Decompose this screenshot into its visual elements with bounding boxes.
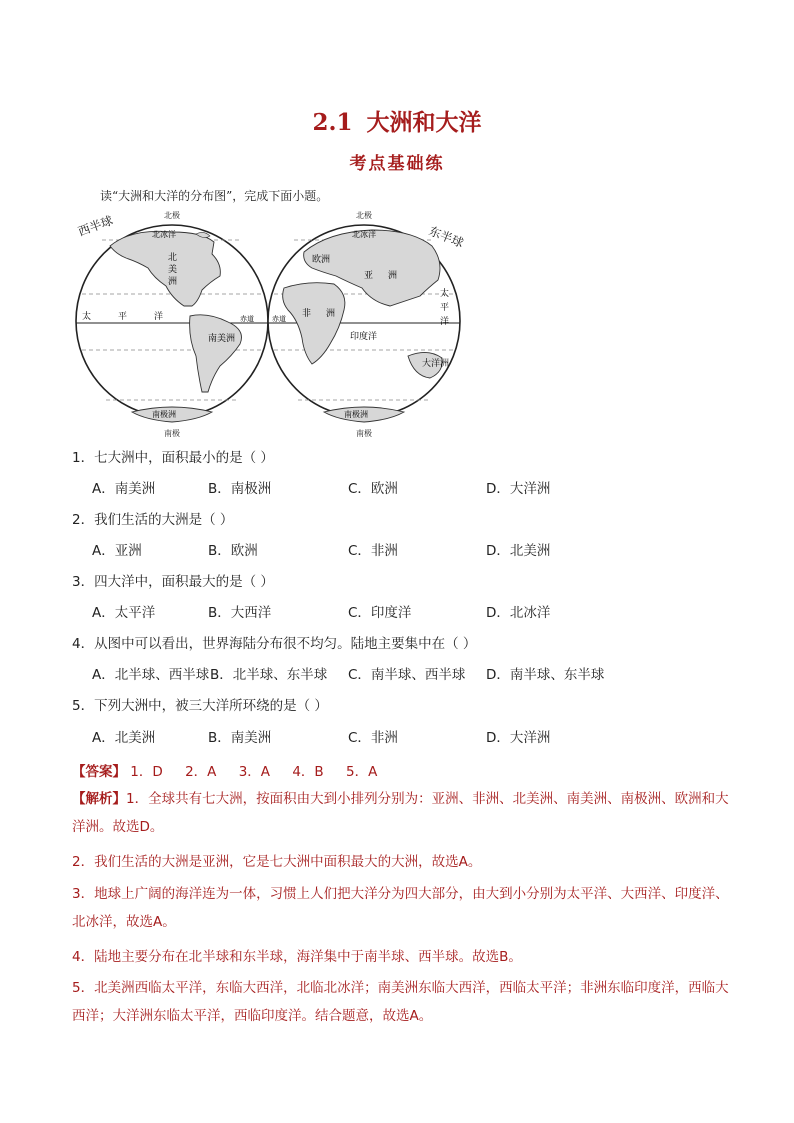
q3-option-a[interactable]: A．太平洋 [92, 605, 156, 621]
analysis-tag: 【解析】 [72, 791, 126, 807]
answer-tag: 【答案】 [72, 764, 126, 780]
map-label-pac1-e: 太 [440, 289, 450, 299]
q1-option-c[interactable]: C．欧洲 [348, 481, 398, 497]
answer-4: 4．B [292, 764, 324, 780]
map-label-equator-w: 赤道 [240, 315, 254, 323]
map-label-pac2-e: 平 [440, 303, 450, 313]
map-label-pac3-w: 洋 [154, 312, 164, 322]
q1-option-a[interactable]: A．南美洲 [92, 481, 156, 497]
answer-2: 2．A [185, 764, 217, 780]
question-4-stem: 4．从图中可以看出，世界海陆分布很不均匀。陆地主要集中在（ ） [72, 636, 477, 652]
map-label-pac3-e: 洋 [440, 317, 450, 327]
q1-option-b[interactable]: B．南极洲 [208, 481, 272, 497]
q3-option-d[interactable]: D．北冰洋 [486, 605, 551, 621]
map-label-europe: 欧洲 [312, 255, 331, 265]
q4-option-a[interactable]: A．北半球、西半球 [92, 667, 210, 683]
hemisphere-map [72, 206, 472, 442]
q2-option-a[interactable]: A．亚洲 [92, 543, 142, 559]
map-label-sa: 南美洲 [208, 334, 236, 344]
q4-option-d[interactable]: D．南半球、东半球 [486, 667, 605, 683]
map-label-asia2: 洲 [388, 271, 398, 281]
analysis-5: 5．北美洲西临太平洋，东临大西洋，北临北冰洋；南美洲东临大西洋，西临太平洋；非洲东临印度洋，西临大西洋；大洋洲东临太平洋，西临印度洋。结合题意，故选A。 [72, 980, 729, 1024]
question-2-options [92, 539, 732, 559]
map-label-indian: 印度洋 [350, 332, 378, 342]
map-label-equator-e: 赤道 [272, 315, 286, 323]
page-subtitle: 考点基础练 [349, 154, 445, 174]
map-label-africa1: 非 [302, 309, 312, 319]
analysis-1 [72, 785, 732, 841]
map-label-arctic-e: 北冰洋 [352, 230, 376, 239]
answer-3: 3．A [238, 764, 271, 780]
q1-option-d[interactable]: D．大洋洲 [486, 481, 551, 497]
analysis-1-text: 1．全球共有七大洲，按面积由大到小排列分别为：亚洲、非洲、北美洲、南美洲、南极洲、欧洲和大洋洲。故选D。 [72, 791, 729, 835]
map-label-na1: 北 [168, 253, 178, 263]
analysis-2: 2．我们生活的大洲是亚洲，它是七大洲中面积最大的大洲，故选A。 [72, 854, 482, 870]
east-hemisphere [268, 210, 466, 438]
map-label-asia1: 亚 [364, 271, 374, 281]
question-1-options [92, 477, 732, 497]
q2-option-d[interactable]: D．北美洲 [486, 543, 551, 559]
answer-line [72, 760, 395, 780]
map-label-oceania: 大洋洲 [422, 359, 450, 369]
page-title [0, 104, 794, 137]
intro-text: 读“大洲和大洋的分布图”，完成下面小题。 [100, 189, 329, 203]
question-3-stem: 3．四大洋中，面积最大的是（ ） [72, 574, 274, 590]
map-label-na2: 美 [168, 265, 178, 275]
south-pole-label-e: 南极 [356, 429, 372, 438]
q5-option-d[interactable]: D．大洋洲 [486, 730, 551, 746]
q3-option-c[interactable]: C．印度洋 [348, 605, 412, 621]
question-5-stem: 5．下列大洲中，被三大洋所环绕的是（ ） [72, 698, 328, 714]
question-1-stem: 1．七大洲中，面积最小的是（ ） [72, 450, 274, 466]
q4-option-b[interactable]: B．北半球、东半球 [210, 667, 328, 683]
map-label-pac1-w: 太 [82, 312, 92, 322]
map-label-africa2: 洲 [326, 309, 336, 319]
answer-5: 5．A [345, 764, 378, 780]
answer-1: 1．D [130, 764, 163, 780]
q5-option-c[interactable]: C．非洲 [348, 730, 398, 746]
question-3-options [92, 601, 732, 621]
analysis-3: 3．地球上广阔的海洋连为一体，习惯上人们把大洋分为四大部分，由大到小分别为太平洋、大西洋、印度洋、北冰洋，故选A。 [72, 886, 729, 930]
q4-option-c[interactable]: C．南半球、西半球 [348, 667, 466, 683]
north-pole-label-w: 北极 [164, 211, 180, 220]
map-label-antarctica-w: 南极洲 [152, 410, 176, 419]
section-title: 大洲和大洋 [366, 109, 482, 136]
map-label-na3: 洲 [168, 277, 178, 287]
east-hemisphere-label: 东半球 [426, 223, 466, 251]
west-hemisphere-label: 西半球 [76, 213, 115, 239]
q2-option-b[interactable]: B．欧洲 [208, 543, 258, 559]
q2-option-c[interactable]: C．非洲 [348, 543, 398, 559]
question-2-stem: 2．我们生活的大洲是（ ） [72, 512, 234, 528]
map-label-antarctica-e: 南极洲 [344, 410, 368, 419]
west-hemisphere [76, 210, 268, 438]
map-label-arctic-w: 北冰洋 [152, 230, 176, 239]
north-pole-label-e: 北极 [356, 211, 372, 220]
q5-option-b[interactable]: B．南美洲 [208, 730, 272, 746]
q5-option-a[interactable]: A．北美洲 [92, 730, 156, 746]
map-label-pac2-w: 平 [118, 312, 128, 322]
q3-option-b[interactable]: B．大西洋 [208, 605, 272, 621]
question-4-options [92, 663, 732, 683]
analysis-4: 4．陆地主要分布在北半球和东半球，海洋集中于南半球、西半球。故选B。 [72, 949, 522, 965]
south-pole-label-w: 南极 [164, 429, 180, 438]
question-5-options [92, 726, 732, 746]
section-number: 2.1 [312, 109, 353, 136]
